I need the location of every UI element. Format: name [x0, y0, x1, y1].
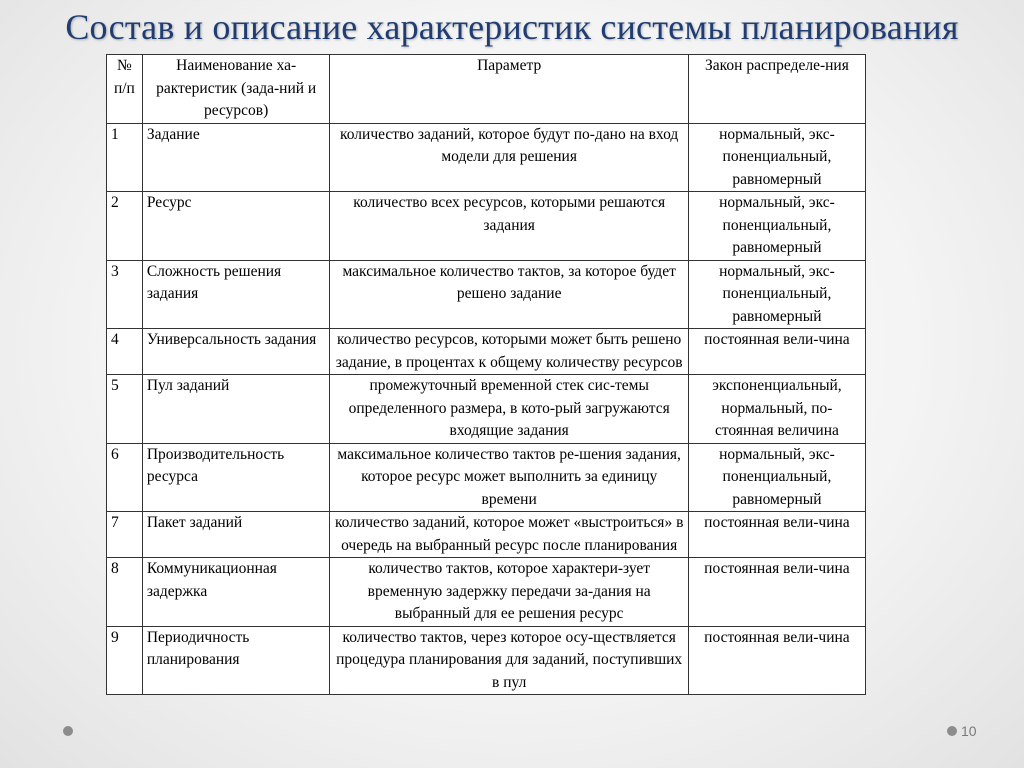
table-row	[107, 192, 866, 261]
row-parameter: количество тактов, через которое осу-ществляется процедура планирования для заданий, поступивших в пул	[330, 626, 688, 695]
slide-title: Состав и описание характеристик системы планирования	[65, 7, 959, 47]
row-parameter: максимальное количество тактов ре-шения задания, которое ресурс может выполнить за единицу времени	[330, 443, 688, 512]
row-name: Ресурс	[142, 192, 330, 261]
previous-slide-dot[interactable]	[63, 726, 73, 736]
characteristics-table	[106, 54, 866, 695]
table-row	[107, 260, 866, 329]
table-row	[107, 443, 866, 512]
row-name: Коммуникационная задержка	[142, 558, 330, 627]
row-name: Периодичность планирования	[142, 626, 330, 695]
row-distribution-law: экспоненциальный, нормальный, по-стоянная величина	[688, 375, 865, 444]
row-parameter: количество ресурсов, которыми может быть решено задание, в процентах к общему количеству ресурсов	[330, 329, 688, 375]
row-distribution-law: постоянная вели-чина	[688, 329, 865, 375]
row-parameter: максимальное количество тактов, за которое будет решено задание	[330, 260, 688, 329]
row-name: Пакет заданий	[142, 512, 330, 558]
row-name: Производительность ресурса	[142, 443, 330, 512]
row-number: 2	[107, 192, 143, 261]
header-name: Наименование ха-рактеристик (зада-ний и ресурсов)	[142, 55, 330, 124]
table-row	[107, 558, 866, 627]
row-number: 8	[107, 558, 143, 627]
row-name: Универсальность задания	[142, 329, 330, 375]
row-number: 5	[107, 375, 143, 444]
header-parameter: Параметр	[330, 55, 688, 124]
row-number: 4	[107, 329, 143, 375]
table-row	[107, 375, 866, 444]
row-parameter: количество заданий, которое может «выстроиться» в очередь на выбранный ресурс после планирования	[330, 512, 688, 558]
row-parameter: промежуточный временной стек сис-темы определенного размера, в кото-рый загружаются входящие задания	[330, 375, 688, 444]
table-row	[107, 626, 866, 695]
row-distribution-law: нормальный, экс-поненциальный, равномерный	[688, 123, 865, 192]
row-name: Пул заданий	[142, 375, 330, 444]
table-header-row	[107, 55, 866, 124]
row-distribution-law: постоянная вели-чина	[688, 558, 865, 627]
header-number: № п/п	[107, 55, 143, 124]
row-distribution-law: нормальный, экс-поненциальный, равномерный	[688, 443, 865, 512]
table-body	[107, 123, 866, 695]
row-parameter: количество всех ресурсов, которыми решаются задания	[330, 192, 688, 261]
row-number: 7	[107, 512, 143, 558]
row-distribution-law: постоянная вели-чина	[688, 512, 865, 558]
table-row	[107, 123, 866, 192]
row-name: Сложность решения задания	[142, 260, 330, 329]
table-row	[107, 512, 866, 558]
row-parameter: количество заданий, которое будут по-дано на вход модели для решения	[330, 123, 688, 192]
header-distribution-law: Закон распределе-ния	[688, 55, 865, 124]
row-distribution-law: постоянная вели-чина	[688, 626, 865, 695]
row-number: 3	[107, 260, 143, 329]
row-name: Задание	[142, 123, 330, 192]
row-distribution-law: нормальный, экс-поненциальный, равномерный	[688, 192, 865, 261]
row-number: 6	[107, 443, 143, 512]
next-slide-dot[interactable]	[947, 726, 957, 736]
row-parameter: количество тактов, которое характери-зует временную задержку передачи за-дания на выбранный для ее решения ресурс	[330, 558, 688, 627]
row-distribution-law: нормальный, экс-поненциальный, равномерный	[688, 260, 865, 329]
table-row	[107, 329, 866, 375]
row-number: 9	[107, 626, 143, 695]
row-number: 1	[107, 123, 143, 192]
page-number: 10	[961, 723, 977, 739]
